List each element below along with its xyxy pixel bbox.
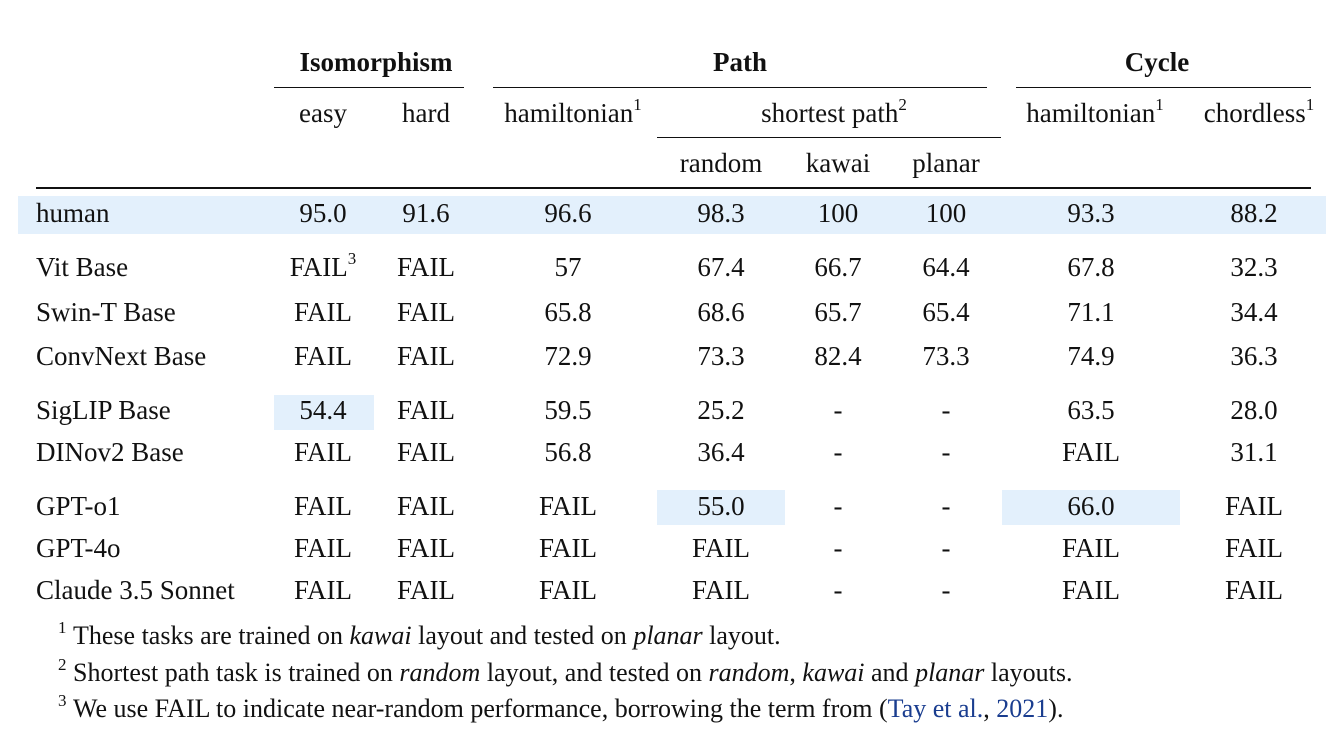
header-bottom-rule bbox=[36, 187, 1311, 189]
cell-hard: FAIL bbox=[397, 395, 455, 425]
cell-random: FAIL bbox=[692, 533, 750, 563]
cell-kawai: 66.7 bbox=[814, 252, 862, 282]
footnote-mark: 1 bbox=[1305, 95, 1315, 114]
cell-cycle-hamiltonian: 74.9 bbox=[1067, 341, 1115, 371]
row-model-name: Swin-T Base bbox=[36, 297, 176, 327]
cell-chordless: 36.3 bbox=[1230, 341, 1278, 371]
cell-chordless: FAIL bbox=[1225, 575, 1283, 605]
group-header-isomorphism: Isomorphism bbox=[299, 47, 453, 77]
cell-chordless: 31.1 bbox=[1230, 437, 1278, 467]
subheader-random: random bbox=[679, 148, 763, 178]
cell-cycle-hamiltonian: FAIL bbox=[1062, 575, 1120, 605]
cell-kawai: - bbox=[833, 575, 843, 605]
cell-path-hamiltonian: 96.6 bbox=[544, 198, 592, 228]
row-model-name: ConvNext Base bbox=[36, 341, 207, 371]
footnote-2: $^2$ Shortest path task is trained on random layout, and tested on random, kawai and planar layouts. bbox=[58, 655, 1073, 687]
cell-cycle-hamiltonian: FAIL bbox=[1062, 533, 1120, 563]
shortest-path-rule bbox=[657, 137, 1001, 138]
cell-easy: FAIL$^3$ bbox=[289, 249, 357, 282]
cell-path-hamiltonian: FAIL bbox=[539, 491, 597, 521]
row-model-name: GPT-4o bbox=[36, 533, 121, 563]
cell-planar: - bbox=[941, 533, 951, 563]
cell-random: 73.3 bbox=[697, 341, 745, 371]
cell-hard: FAIL bbox=[397, 252, 455, 282]
cell-cycle-hamiltonian: 63.5 bbox=[1067, 395, 1115, 425]
cell-planar: - bbox=[941, 437, 951, 467]
cell-random: 98.3 bbox=[697, 198, 745, 228]
subheader-easy: easy bbox=[299, 98, 347, 128]
group-header-path: Path bbox=[713, 47, 767, 77]
row-model-name: SigLIP Base bbox=[36, 395, 171, 425]
cell-easy: FAIL bbox=[294, 491, 352, 521]
subheader-planar: planar bbox=[912, 148, 980, 178]
subheader-cycle-hamiltonian: hamiltonian$^1$ bbox=[1026, 95, 1164, 128]
cell-chordless: 88.2 bbox=[1230, 198, 1278, 228]
citation-link[interactable]: Tay et al. bbox=[887, 694, 984, 723]
cell-planar: 73.3 bbox=[922, 341, 970, 371]
footnote-1: $^1$ These tasks are trained on kawai layout and tested on planar layout. bbox=[58, 618, 781, 650]
cell-planar: 100 bbox=[925, 198, 967, 228]
cell-cycle-hamiltonian: 71.1 bbox=[1067, 297, 1115, 327]
cell-kawai: 100 bbox=[817, 198, 859, 228]
cell-chordless: FAIL bbox=[1225, 491, 1283, 521]
cell-random: 36.4 bbox=[697, 437, 745, 467]
cell-path-hamiltonian: 65.8 bbox=[544, 297, 592, 327]
cell-easy: FAIL bbox=[294, 533, 352, 563]
row-model-name: human bbox=[36, 198, 110, 228]
cell-cycle-hamiltonian: FAIL bbox=[1062, 437, 1120, 467]
row-model-name: Vit Base bbox=[36, 252, 129, 282]
subheader-shortest-path: shortest path$^2$ bbox=[761, 95, 907, 128]
human-row-highlight bbox=[18, 196, 1326, 234]
cell-path-hamiltonian: FAIL bbox=[539, 575, 597, 605]
group-header-cycle: Cycle bbox=[1124, 47, 1190, 77]
cell-path-hamiltonian: 57 bbox=[554, 252, 582, 282]
subheader-kawai: kawai bbox=[805, 148, 871, 178]
cell-cycle-hamiltonian: 67.8 bbox=[1067, 252, 1115, 282]
path-rule bbox=[493, 87, 987, 88]
cell-random: 67.4 bbox=[697, 252, 745, 282]
footnote-mark: 2 bbox=[898, 95, 907, 114]
citation-year-link[interactable]: 2021 bbox=[996, 694, 1049, 723]
cell-kawai: - bbox=[833, 395, 843, 425]
cell-hard: FAIL bbox=[397, 575, 455, 605]
cell-random: 55.0 bbox=[697, 491, 745, 521]
cell-cycle-hamiltonian: 93.3 bbox=[1067, 198, 1115, 228]
cell-hard: FAIL bbox=[397, 341, 455, 371]
cell-easy: 95.0 bbox=[299, 198, 347, 228]
cell-planar: - bbox=[941, 575, 951, 605]
cell-hard: FAIL bbox=[397, 297, 455, 327]
cell-planar: 64.4 bbox=[922, 252, 970, 282]
cell-kawai: 65.7 bbox=[814, 297, 862, 327]
cell-easy: FAIL bbox=[294, 297, 352, 327]
cell-hard: 91.6 bbox=[402, 198, 450, 228]
subheader-hard: hard bbox=[402, 98, 450, 128]
subheader-path-hamiltonian: hamiltonian$^1$ bbox=[504, 95, 642, 128]
footnote-3: $^3$ We use FAIL to indicate near-random performance, borrowing the term from (Tay et al., 2021). bbox=[58, 691, 1064, 723]
cell-path-hamiltonian: 72.9 bbox=[544, 341, 592, 371]
cell-chordless: 32.3 bbox=[1230, 252, 1278, 282]
cell-cycle-hamiltonian: 66.0 bbox=[1067, 491, 1115, 521]
cell-random: 25.2 bbox=[697, 395, 745, 425]
row-model-name: DINov2 Base bbox=[36, 437, 184, 467]
footnote-mark: 1 bbox=[633, 95, 642, 114]
cell-planar: - bbox=[941, 395, 951, 425]
cell-kawai: - bbox=[833, 437, 843, 467]
cell-random: FAIL bbox=[692, 575, 750, 605]
footnote-mark: 1 bbox=[1155, 95, 1164, 114]
cell-hard: FAIL bbox=[397, 437, 455, 467]
cell-easy: 54.4 bbox=[299, 395, 347, 425]
cell-kawai: - bbox=[833, 533, 843, 563]
cycle-rule bbox=[1016, 87, 1311, 88]
cell-hard: FAIL bbox=[397, 533, 455, 563]
row-model-name: GPT-o1 bbox=[36, 491, 121, 521]
row-model-name: Claude 3.5 Sonnet bbox=[36, 575, 235, 605]
cell-kawai: - bbox=[833, 491, 843, 521]
cell-easy: FAIL bbox=[294, 575, 352, 605]
cell-path-hamiltonian: 56.8 bbox=[544, 437, 592, 467]
cell-chordless: 28.0 bbox=[1230, 395, 1278, 425]
cell-path-hamiltonian: FAIL bbox=[539, 533, 597, 563]
cell-chordless: FAIL bbox=[1225, 533, 1283, 563]
cell-planar: 65.4 bbox=[922, 297, 970, 327]
cell-easy: FAIL bbox=[294, 437, 352, 467]
isomorphism-rule bbox=[274, 87, 464, 88]
cell-hard: FAIL bbox=[397, 491, 455, 521]
cell-planar: - bbox=[941, 491, 951, 521]
cell-path-hamiltonian: 59.5 bbox=[544, 395, 592, 425]
cell-random: 68.6 bbox=[697, 297, 745, 327]
cell-kawai: 82.4 bbox=[814, 341, 862, 371]
cell-chordless: 34.4 bbox=[1230, 297, 1278, 327]
cell-easy: FAIL bbox=[294, 341, 352, 371]
footnote-mark: 3 bbox=[347, 249, 357, 268]
subheader-chordless: chordless$^1$ bbox=[1203, 95, 1315, 128]
